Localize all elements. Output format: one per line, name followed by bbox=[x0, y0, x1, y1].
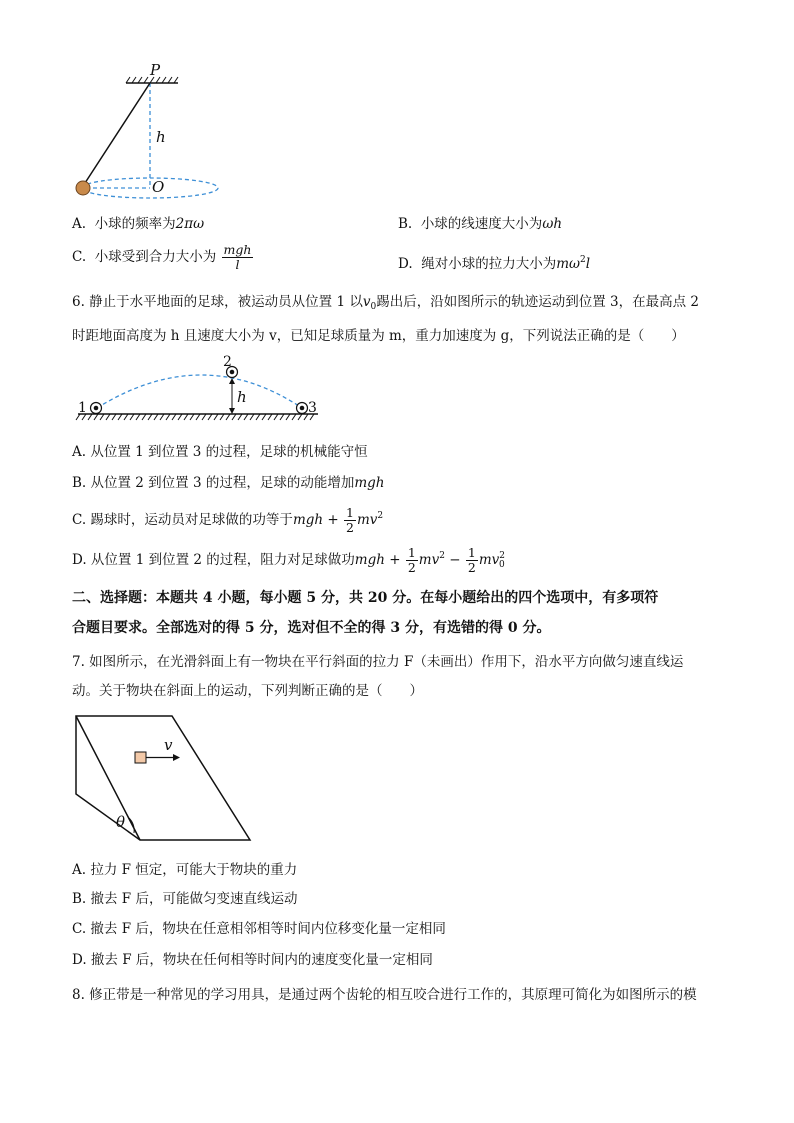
q5-option-d: D. 绳对小球的拉力大小为$m\omega^2l$ bbox=[398, 255, 591, 272]
label-theta: θ bbox=[116, 813, 126, 831]
label-p: P bbox=[150, 61, 161, 79]
section2-heading-line2: 合题目要求。全部选对的得 5 分，选对但不全的得 3 分，有选错的得 0 分。 bbox=[72, 620, 551, 636]
q7-option-c: C. 撤去 F 后，物块在任意相邻相等时间内位移变化量一定相同 bbox=[72, 921, 446, 937]
wedge-outline bbox=[76, 716, 250, 840]
conical-pendulum-figure bbox=[60, 55, 240, 215]
string-line bbox=[85, 83, 150, 183]
q7-stem-line2: 动。关于物块在斜面上的运动，下列判断正确的是（ ） bbox=[72, 683, 423, 699]
q5-option-b: B. 小球的线速度大小为ωh bbox=[398, 216, 563, 232]
q7-stem-line1: 7. 如图所示，在光滑斜面上有一物块在平行斜面的拉力 F（未画出）作用下，沿水平方向做匀速直线运 bbox=[72, 654, 684, 670]
q7-option-b: B. 撤去 F 后，可能做匀变速直线运动 bbox=[72, 891, 298, 907]
q6-option-c: C. 踢球时，运动员对足球做的功等于mgh + $\frac{1}{2}$ $mv^2$ bbox=[72, 505, 384, 535]
q8-stem-line1: 8. 修正带是一种常见的学习用具，是通过两个齿轮的相互咬合进行工作的，其原理可简化为如图所示的模 bbox=[72, 987, 697, 1003]
q7-option-d: D. 撤去 F 后，物块在任何相等时间内的速度变化量一定相同 bbox=[72, 952, 433, 968]
block bbox=[135, 752, 146, 763]
ball bbox=[76, 181, 90, 195]
q5-option-c: C. 小球受到合力大小为 $\frac{\text{mgh}}{l}$ bbox=[72, 242, 252, 272]
label-2: 2 bbox=[223, 354, 232, 370]
label-h: h bbox=[237, 388, 247, 406]
q6-option-a: A. 从位置 1 到位置 3 的过程，足球的机械能守恒 bbox=[72, 444, 368, 460]
label-h: h bbox=[156, 128, 166, 146]
section2-heading-line1: 二、选择题：本题共 4 小题，每小题 5 分，共 20 分。在每小题给出的四个选项中，有多项符 bbox=[72, 590, 659, 606]
label-1: 1 bbox=[78, 400, 87, 416]
ground-hatch bbox=[76, 414, 314, 420]
trajectory-curve bbox=[97, 375, 302, 408]
inclined-plane-figure bbox=[72, 712, 262, 847]
label-3: 3 bbox=[308, 400, 317, 416]
height-arrow-head-down bbox=[229, 408, 235, 414]
q6-stem-line1: 6. 静止于水平地面的足球，被运动员从位置 1 以$v_0$踢出后，沿如图所示的轨迹运动到位置 3，在最高点 2 bbox=[72, 294, 699, 312]
football-trajectory-figure bbox=[70, 350, 330, 425]
label-o: O bbox=[152, 178, 165, 196]
label-v: v bbox=[164, 736, 173, 754]
q7-option-a: A. 拉力 F 恒定，可能大于物块的重力 bbox=[72, 862, 298, 878]
q6-option-d: D. 从位置 1 到位置 2 的过程，阻力对足球做功mgh + $\frac{1}{2}$ $mv^2$ − $\frac{1}{2}$ $mv^2_0$ bbox=[72, 545, 505, 575]
q6-option-b: B. 从位置 2 到位置 3 的过程，足球的动能增加mgh bbox=[72, 475, 385, 491]
q5-option-a: A. 小球的频率为2πω bbox=[72, 216, 205, 232]
q6-stem-line2: 时距地面高度为 h 且速度大小为 v，已知足球质量为 m，重力加速度为 g，下列说法正确的是（ ） bbox=[72, 328, 685, 344]
